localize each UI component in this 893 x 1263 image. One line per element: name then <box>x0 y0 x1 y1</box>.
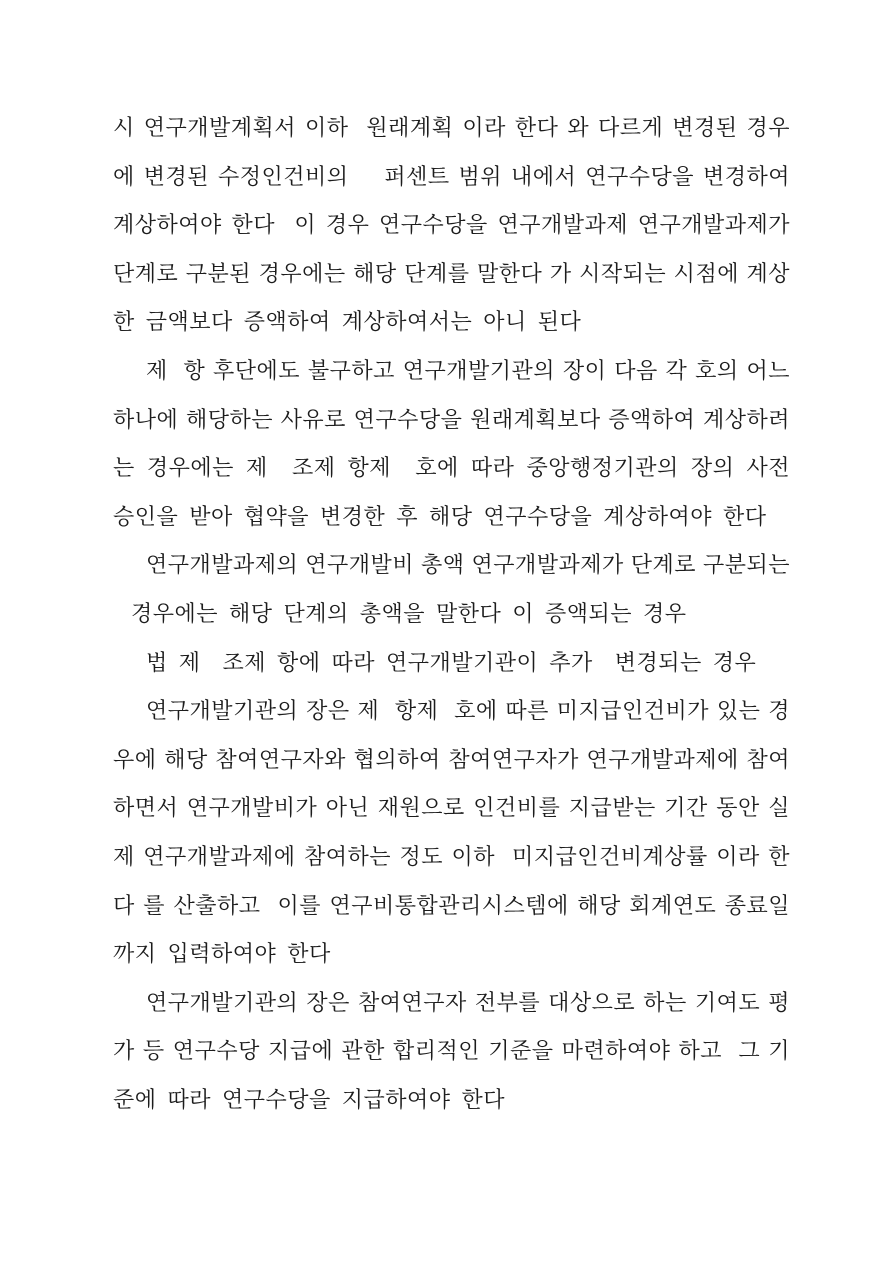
text-line: 연구개발기관의 장은 참여연구자 전부를 대상으로 하는 기여도 평 <box>146 989 790 1015</box>
text-line: 연구개발과제의 연구개발비 총액 연구개발과제가 단계로 구분되는 <box>146 552 790 578</box>
text-line: 제 항 후단에도 불구하고 연구개발기관의 장이 다음 각 호의 어느 <box>146 357 790 383</box>
text-line: 우에 해당 참여연구자와 협의하여 참여연구자가 연구개발과제에 참여 <box>113 746 790 772</box>
document-text-block <box>113 104 790 1124</box>
text-line: 승인을 받아 협약을 변경한 후 해당 연구수당을 계상하여야 한다 <box>113 503 767 529</box>
text-line: 까지 입력하여야 한다 <box>113 941 331 967</box>
text-line: 시 연구개발계획서 이하 원래계획 이라 한다 와 다르게 변경된 경우 <box>113 115 790 140</box>
text-line: 다 를 산출하고 이를 연구비통합관리시스템에 해당 회계연도 종료일 <box>113 892 790 918</box>
text-line: 제 연구개발과제에 참여하는 정도 이하 미지급인건비계상률 이라 한 <box>113 843 790 869</box>
text-line: 하면서 연구개발비가 아닌 재원으로 인건비를 지급받는 기간 동안 실 <box>113 795 790 821</box>
text-line: 계상하여야 한다 이 경우 연구수당을 연구개발과제 연구개발과제가 <box>113 212 790 238</box>
text-line: 에 변경된 수정인건비의 퍼센트 범위 내에서 연구수당을 변경하여 <box>113 163 790 189</box>
text-line: 가 등 연구수당 지급에 관한 합리적인 기준을 마련하여야 하고 그 기 <box>113 1038 790 1064</box>
text-line: 연구개발기관의 장은 제 항제 호에 따른 미지급인건비가 있는 경 <box>146 698 790 724</box>
text-line: 단계로 구분된 경우에는 해당 단계를 말한다 가 시작되는 시점에 계상 <box>113 260 790 286</box>
text-line: 법 제 조제 항에 따라 연구개발기관이 추가 변경되는 경우 <box>146 649 757 675</box>
text-line: 하나에 해당하는 사유로 연구수당을 원래계획보다 증액하여 계상하려 <box>113 406 790 432</box>
text-line: 는 경우에는 제 조제 항제 호에 따라 중앙행정기관의 장의 사전 <box>113 455 790 481</box>
text-line: 경우에는 해당 단계의 총액을 말한다 이 증액되는 경우 <box>131 600 687 626</box>
text-line: 한 금액보다 증액하여 계상하여서는 아니 된다 <box>113 309 582 335</box>
text-line: 준에 따라 연구수당을 지급하여야 한다 <box>113 1086 506 1112</box>
